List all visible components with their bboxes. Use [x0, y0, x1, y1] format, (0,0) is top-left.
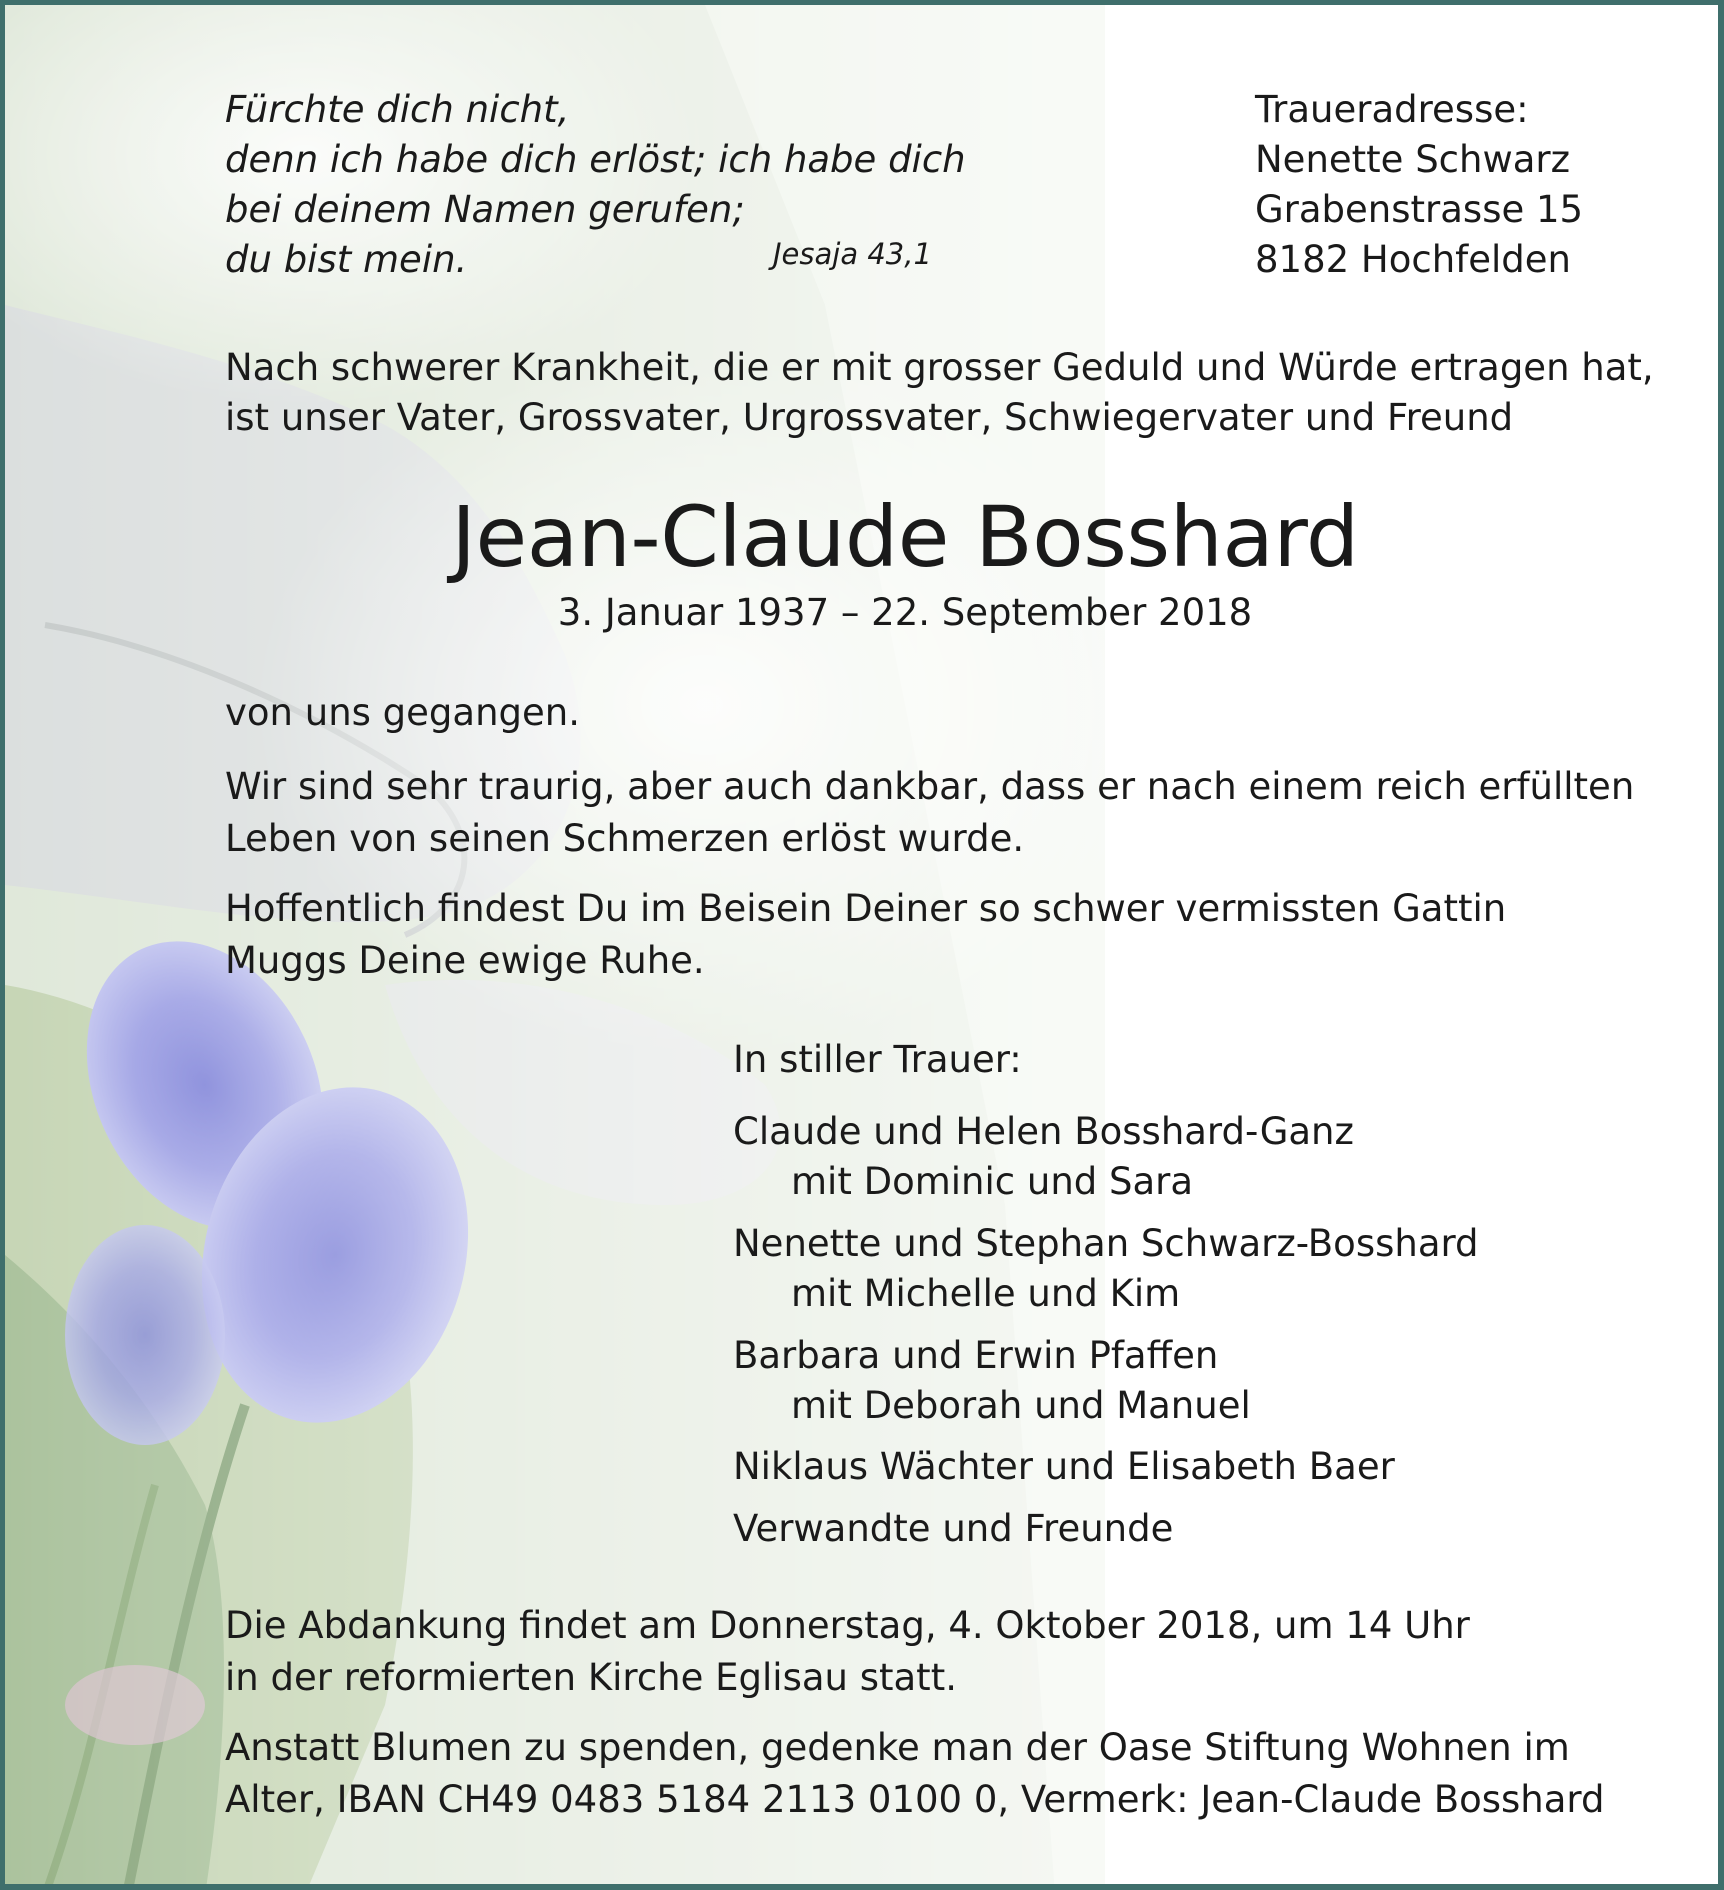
service-info — [225, 1600, 1470, 1704]
verse-line: denn ich habe dich erlöst; ich habe dich — [225, 138, 966, 181]
donation-line: Alter, IBAN CH49 0483 5184 2113 0100 0, Vermerk: Jean-Claude Bosshard — [225, 1778, 1605, 1821]
intro-text — [225, 343, 1654, 443]
family-children: mit Dominic und Sara — [791, 1160, 1194, 1203]
mourner-other: Verwandte und Freunde — [733, 1507, 1174, 1550]
life-dates: 3. Januar 1937 – 22. September 2018 — [557, 591, 1253, 634]
address-line: Grabenstrasse 15 — [1255, 188, 1584, 231]
family-names: Nenette und Stephan Schwarz-Bosshard — [733, 1222, 1479, 1265]
verse-line: bei deinem Namen gerufen; — [225, 188, 745, 231]
mourners-heading: In stiller Trauer: — [733, 1038, 1022, 1081]
mourner-other: Niklaus Wächter und Elisabeth Baer — [733, 1445, 1395, 1488]
family-children: mit Deborah und Manuel — [791, 1384, 1251, 1427]
intro-line: ist unser Vater, Grossvater, Urgrossvater, Schwiegervater und Freund — [225, 396, 1514, 439]
address-line: 8182 Hochfelden — [1255, 238, 1571, 281]
paragraph-line: Leben von seinen Schmerzen erlöst wurde. — [225, 817, 1025, 860]
mourner-family — [733, 1331, 1251, 1431]
donation-info — [225, 1722, 1604, 1826]
mourner-family — [733, 1219, 1479, 1319]
family-names: Claude und Helen Bosshard-Ganz — [733, 1110, 1354, 1153]
family-names: Barbara und Erwin Pfaffen — [733, 1334, 1219, 1377]
mourner-family — [733, 1107, 1354, 1207]
verse-line: Fürchte dich nicht, — [225, 88, 570, 131]
address-line: Nenette Schwarz — [1255, 138, 1571, 181]
paragraph-line: Wir sind sehr traurig, aber auch dankbar, dass er nach einem reich erfüllten — [225, 765, 1635, 808]
intro-line: Nach schwerer Krankheit, die er mit grosser Geduld und Würde ertragen hat, — [225, 346, 1654, 389]
paragraph-line: Muggs Deine ewige Ruhe. — [225, 939, 705, 982]
mourning-address — [1255, 85, 1583, 285]
paragraph-gratitude — [225, 761, 1634, 865]
service-line: Die Abdankung findet am Donnerstag, 4. Oktober 2018, um 14 Uhr — [225, 1604, 1470, 1647]
address-line: Traueradresse: — [1255, 88, 1529, 131]
verse-reference: Jesaja 43,1 — [773, 237, 932, 271]
paragraph-wish — [225, 883, 1506, 987]
family-children: mit Michelle und Kim — [791, 1272, 1181, 1315]
deceased-name: Jean-Claude Bosshard — [451, 488, 1359, 586]
donation-line: Anstatt Blumen zu spenden, gedenke man der Oase Stiftung Wohnen im — [225, 1726, 1570, 1769]
verse-line: du bist mein. — [225, 238, 468, 281]
gone-text: von uns gegangen. — [225, 691, 581, 734]
service-line: in der reformierten Kirche Eglisau statt. — [225, 1656, 957, 1699]
paragraph-line: Hoffentlich findest Du im Beisein Deiner so schwer vermissten Gattin — [225, 887, 1507, 930]
